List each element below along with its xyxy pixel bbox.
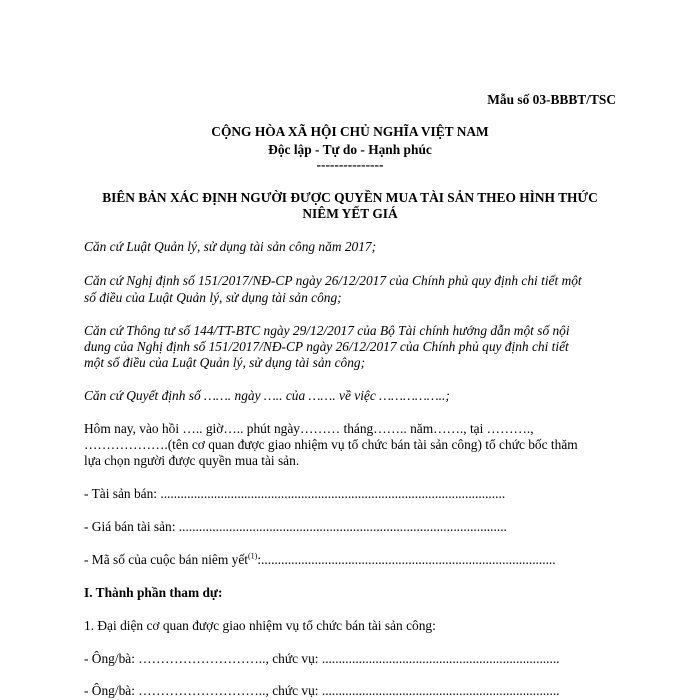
national-motto: Độc lập - Tự do - Hạnh phúc [268, 142, 432, 157]
sale-code-field [84, 552, 556, 568]
document-title-line-2: NIÊM YẾT GIÁ [302, 206, 398, 221]
asset-field: - Tài sản bán: ....................................................................................................... [84, 486, 506, 501]
section-1-item-1: 1. Đại diện cơ quan được giao nhiệm vụ tổ chức bán tài sản công: [84, 618, 436, 633]
basis-decree-line-2: số điều của Luật Quản lý, sử dụng tài sản công; [84, 290, 342, 305]
basis-circular-line-3: một số điều của Luật Quản lý, sử dụng tài sản công; [84, 355, 366, 370]
sale-code-dots: :........................................................................................ [257, 552, 556, 567]
footnote-marker: (1) [247, 551, 258, 561]
intro-line-3: lựa chọn người được quyền mua tài sản. [84, 453, 300, 468]
participant-line-1: - Ông/bà: ……………………….., chức vụ: ....................................................................... [84, 651, 560, 666]
sale-code-label: - Mã số của cuộc bán niêm yết [84, 552, 248, 567]
basis-circular-line-1: Căn cứ Thông tư số 144/TT-BTC ngày 29/12/2017 của Bộ Tài chính hướng dẫn một số nội [84, 323, 570, 338]
basis-decision: Căn cứ Quyết định số ……. ngày ….. của ……. về việc ……………..; [84, 388, 450, 403]
participant-line-2: - Ông/bà: ……………………….., chức vụ: ....................................................................... [84, 683, 560, 698]
intro-line-2: ……………….(tên cơ quan được giao nhiệm vụ tổ chức bán tài sản công) tổ chức bốc thăm [84, 437, 578, 452]
section-1-heading: I. Thành phần tham dự: [84, 585, 223, 600]
basis-circular-line-2: dung của Nghị định số 151/2017/NĐ-CP ngày 26/12/2017 của Chính phủ quy định chi tiết [84, 339, 569, 354]
intro-line-1: Hôm nay, vào hồi ….. giờ….. phút ngày……… tháng…….. năm……., tại ………., [84, 421, 534, 436]
country-name: CỘNG HÒA XÃ HỘI CHỦ NGHĨA VIỆT NAM [211, 124, 489, 139]
basis-law: Căn cứ Luật Quản lý, sử dụng tài sản công năm 2017; [84, 239, 377, 254]
form-code: Mẫu số 03-BBBT/TSC [487, 92, 616, 107]
header-separator: --------------- [316, 157, 384, 172]
price-field: - Giá bán tài sản: .................................................................................................. [84, 519, 507, 534]
document-title-line-1: BIÊN BẢN XÁC ĐỊNH NGƯỜI ĐƯỢC QUYỀN MUA TÀI SẢN THEO HÌNH THỨC [102, 190, 598, 205]
basis-decree-line-1: Căn cứ Nghị định số 151/2017/NĐ-CP ngày 26/12/2017 của Chính phủ quy định chi tiết một [84, 273, 582, 288]
